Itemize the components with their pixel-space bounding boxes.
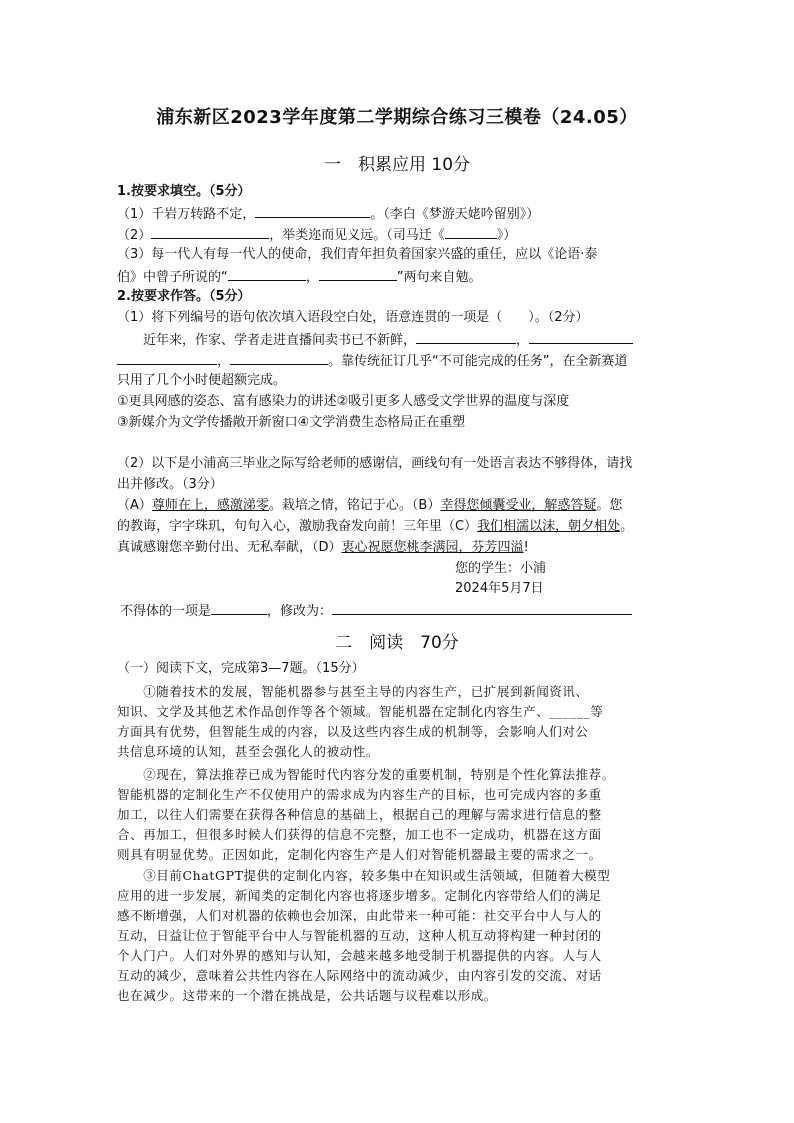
q2-item-2-line-1: （2）以下是小浦高三毕业之际写给老师的感谢信，画线句有一处语言表达不够得体，请找 bbox=[117, 456, 633, 471]
q2-passage-sep-1: ， bbox=[516, 333, 530, 348]
q2-passage-line-2 bbox=[117, 351, 689, 371]
q1-item-2 bbox=[117, 225, 689, 245]
q2-passage-line-1 bbox=[117, 330, 689, 350]
letter-line3-pre: 真诚感谢您辛勤付出、无私奉献，（D） bbox=[117, 540, 342, 555]
q2-heading: 2.按要求作答。（5分） bbox=[117, 289, 251, 304]
q2-passage-blank-1[interactable] bbox=[416, 330, 516, 344]
letter-a-label: （A） bbox=[117, 498, 152, 513]
q1-item3-text-pre: 伯》中曾子所说的“ bbox=[117, 270, 228, 285]
answer-item-blank[interactable] bbox=[211, 601, 267, 615]
reading-line: 个人门户。人们对外界的感知与认知，会越来越多地受制于机器提供的内容。人与人 bbox=[117, 948, 602, 963]
q1-item-3-line-2 bbox=[117, 267, 689, 287]
letter-a-after: 。栽培之情，铭记于心。（B） bbox=[268, 498, 441, 513]
reading-line: 共信息环境的认知，甚至会强化人的被动性。 bbox=[117, 744, 380, 759]
q1-item2-text-post: 》） bbox=[496, 228, 517, 243]
letter-line2-pre: 的教诲，字字珠玑，句句入心，激励我奋发向前！三年里（C） bbox=[117, 519, 478, 534]
q1-item1-text-pre: （1）千岩万转路不定， bbox=[117, 207, 256, 222]
q2-passage-sep-2: ， bbox=[217, 354, 231, 369]
q2-answer-line bbox=[120, 601, 680, 621]
q2-passage-text-1: 近年来，作家、学者走进直播间卖书已不新鲜， bbox=[117, 333, 417, 348]
q1-item1-blank[interactable] bbox=[255, 204, 370, 218]
letter-line-2 bbox=[117, 518, 689, 536]
reading-line: ②现在，算法推荐已成为智能时代内容分发的重要机制，特别是个性化算法推荐。 bbox=[117, 767, 615, 782]
document-title: 浦东新区2023学年度第二学期综合练习三模卷（24.05） bbox=[156, 107, 638, 128]
reading-line: 合、再加工，但很多时候人们获得的信息不完整，加工也不一定成功，机器在这方面 bbox=[117, 827, 602, 842]
q1-item2-blank[interactable] bbox=[151, 225, 269, 239]
q2-sentences-line-2: ③新媒介为文学传播敞开新窗口④文学消费生态格局正在重塑 bbox=[117, 415, 466, 430]
reading-line: 方面具有优势，但智能生成的内容，以及这些内容生成的机制等，会影响人们对公 bbox=[117, 724, 589, 739]
q2-passage-blank-2[interactable] bbox=[529, 330, 633, 344]
q1-item2-text-pre: （2） bbox=[117, 228, 152, 243]
letter-b-underlined: 幸得您倾囊受业，解惑答疑 bbox=[440, 498, 597, 513]
reading-line: 互动的减少，意味着公共性内容在人际网络中的流动减少，由内容引发的交流、对话 bbox=[117, 968, 602, 983]
q2-passage-text-2: 。靠传统征订几乎“不可能完成的任务”，在全新赛道 bbox=[328, 354, 628, 369]
q2-item-2-line-2: 出并修改。（3分） bbox=[117, 477, 223, 492]
reading-line: 应用的进一步发展，新闻类的定制化内容也将逐步增多。定制化内容带给人们的满足 bbox=[117, 888, 602, 903]
q2-passage-blank-3[interactable] bbox=[117, 351, 217, 365]
answer-revision-blank[interactable] bbox=[332, 601, 632, 615]
letter-date: 2024年5月7日 bbox=[455, 581, 544, 596]
section-2-title: 二 阅读 70分 bbox=[335, 633, 459, 653]
q1-item2-text-mid: ，举类迩而见义远。（司马迁《 bbox=[269, 228, 445, 243]
letter-a-underlined: 尊师在上，感激涕零 bbox=[151, 498, 269, 513]
letter-c-after: 。 bbox=[620, 519, 634, 534]
q1-item3-text-post: ”两句来自勉。 bbox=[396, 270, 482, 285]
q1-item-1 bbox=[117, 204, 689, 224]
reading-line: ③目前ChatGPT提供的定制化内容，较多集中在知识或生活领域，但随着大模型 bbox=[117, 868, 611, 883]
reading-line: 加工，以往人们需要在获得各种信息的基础上，根据自己的理解与需求进行信息的整 bbox=[117, 807, 602, 822]
reading-line: 互动，日益让位于智能平台中人与智能机器的互动，这种人机互动将构建一种封闭的 bbox=[117, 928, 602, 943]
q1-item2-book-blank[interactable] bbox=[445, 225, 497, 239]
q2-passage-line-3: 只用了几个小时便超额完成。 bbox=[117, 373, 287, 388]
section-1-title: 一 积累应用 10分 bbox=[323, 155, 471, 175]
letter-line-3 bbox=[117, 539, 689, 557]
reading-line: 则具有明显优势。正因如此，定制化内容生产是人们对智能机器最主要的需求之一。 bbox=[117, 847, 602, 862]
letter-line-1 bbox=[117, 497, 689, 515]
reading-line: 智能机器的定制化生产不仅使用户的需求成为内容生产的目标，也可完成内容的多重 bbox=[117, 787, 602, 802]
reading-intro: （一）阅读下文，完成第3—7题。（15分） bbox=[117, 661, 365, 676]
letter-b-after: 。您 bbox=[596, 498, 623, 513]
q1-item3-blank-1[interactable] bbox=[228, 267, 306, 281]
reading-line: 知识、文学及其他艺术作品创作等各个领域。智能机器在定制化内容生产、______等 bbox=[117, 704, 604, 719]
q2-sentences-line-1: ①更具网感的姿态、富有感染力的讲述②吸引更多人感受文学世界的温度与深度 bbox=[117, 394, 570, 409]
answer-text-pre: 不得体的一项是 bbox=[120, 604, 212, 619]
reading-line: ①随着技术的发展，智能机器参与甚至主导的内容生产，已扩展到新闻资讯、 bbox=[117, 684, 589, 699]
q1-item-3-line-1: （3）每一代人有每一代人的使命，我们青年担负着国家兴盛的重任，应以《论语·泰 bbox=[117, 247, 598, 262]
reading-line: 也在减少。这带来的一个潜在挑战是，公共话题与议程难以形成。 bbox=[117, 988, 497, 1003]
q1-heading: 1.按要求填空。（5分） bbox=[117, 184, 251, 199]
letter-d-after: ! bbox=[523, 540, 529, 555]
q1-item1-text-post: 。（李白《梦游天姥吟留别》） bbox=[370, 207, 540, 222]
letter-c-underlined: 我们相濡以沫，朝夕相处 bbox=[477, 519, 621, 534]
letter-signature: 您的学生：小浦 bbox=[455, 561, 547, 576]
q2-item-1: （1）将下列编号的语句依次填入语段空白处，语意连贯的一项是（ ）。（2分） bbox=[117, 310, 589, 325]
letter-d-underlined: 衷心祝愿您桃李满园，芬芳四溢 bbox=[341, 540, 524, 555]
q1-item3-sep: ， bbox=[305, 270, 319, 285]
q2-passage-blank-4[interactable] bbox=[230, 351, 328, 365]
reading-line: 感不断增强，人们对机器的依赖也会加深，由此带来一种可能：社交平台中人与人的 bbox=[117, 908, 602, 923]
answer-text-mid: ，修改为： bbox=[267, 604, 333, 619]
q1-item3-blank-2[interactable] bbox=[319, 267, 397, 281]
